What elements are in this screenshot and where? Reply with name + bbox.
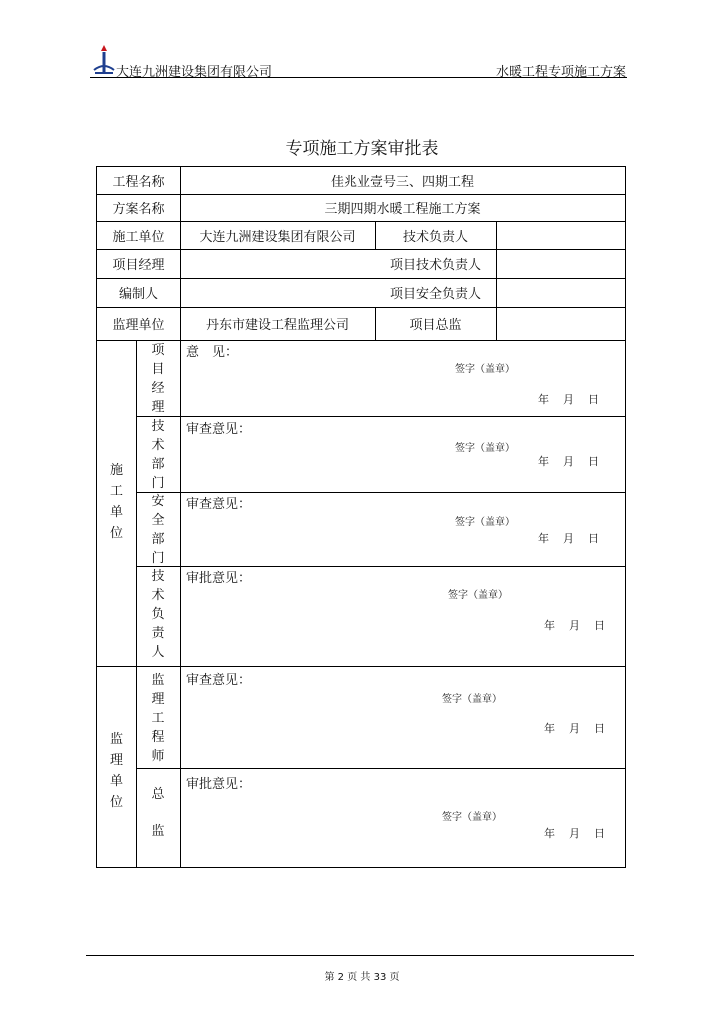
table-rule [97,666,625,667]
header-rule [90,77,627,78]
page-title: 专项施工方案审批表 [285,139,439,159]
page-number: 第 2 页 共 33 页 [324,972,400,983]
role-tech-dept: 技 术 部 门 [151,419,165,491]
signature-label: 签字（盖章） [442,694,502,705]
opinion-label: 审查意见： [186,497,252,512]
approval-table [96,166,626,868]
table-rule [496,221,497,249]
opinion-label: 审批意见： [186,571,252,586]
plan-name-value: 三期四期水暖工程施工方案 [324,202,481,217]
plan-name-label: 方案名称 [112,202,165,217]
signature-label: 签字（盖章） [442,812,502,823]
date-line: 年 月 日 [538,455,599,468]
chief-supervisor-label: 项目总监 [409,318,462,333]
construction-unit-label: 施工单位 [112,229,165,245]
role-tech-lead: 技 术 负 责 人 [151,569,165,660]
date-line: 年 月 日 [544,619,605,632]
project-safety-lead-label: 项目安全负责人 [389,287,481,302]
project-tech-lead-label: 项目技术负责人 [389,258,481,273]
opinion-label: 审查意见： [186,673,252,688]
date-line: 年 月 日 [544,722,605,735]
company-logo [93,44,115,76]
role-chief-supervisor: 总 监 [151,787,165,839]
opinion-label: 审查意见： [186,422,252,437]
table-rule [136,768,625,769]
tech-lead-label: 技术负责人 [402,229,468,245]
date-line: 年 月 日 [538,393,599,406]
signature-label: 签字（盖章） [448,590,508,601]
role-project-manager: 项 目 经 理 [151,343,165,415]
header-doc-name: 水暖工程专项施工方案 [495,65,626,80]
date-line: 年 月 日 [544,827,605,840]
supervision-unit-label: 监理单位 [112,318,165,333]
construction-unit-value: 大连九洲建设集团有限公司 [199,229,356,245]
signature-label: 签字（盖章） [455,517,515,528]
project-name-label: 工程名称 [112,175,165,190]
opinion-label: 审批意见： [186,777,252,792]
date-line: 年 月 日 [538,532,599,545]
project-name-value: 佳兆业壹号三、四期工程 [330,175,474,190]
signature-label: 签字（盖章） [455,364,515,375]
supervision-group-label: 监 理 单 位 [109,732,123,810]
footer-rule [86,955,634,956]
opinion-label: 意 见： [186,345,239,360]
table-rule [136,416,625,417]
table-rule [496,249,497,340]
role-safety-dept: 安 全 部 门 [151,494,165,566]
compiler-label: 编制人 [118,287,158,302]
project-manager-label: 项目经理 [112,258,165,273]
header-company: 大连九洲建设集团有限公司 [116,65,273,80]
role-supervising-engineer: 监 理 工 程 师 [151,673,165,764]
supervision-unit-value: 丹东市建设工程监理公司 [205,318,349,333]
signature-label: 签字（盖章） [455,443,515,454]
table-rule [180,340,181,868]
construction-group-label: 施 工 单 位 [109,463,123,541]
